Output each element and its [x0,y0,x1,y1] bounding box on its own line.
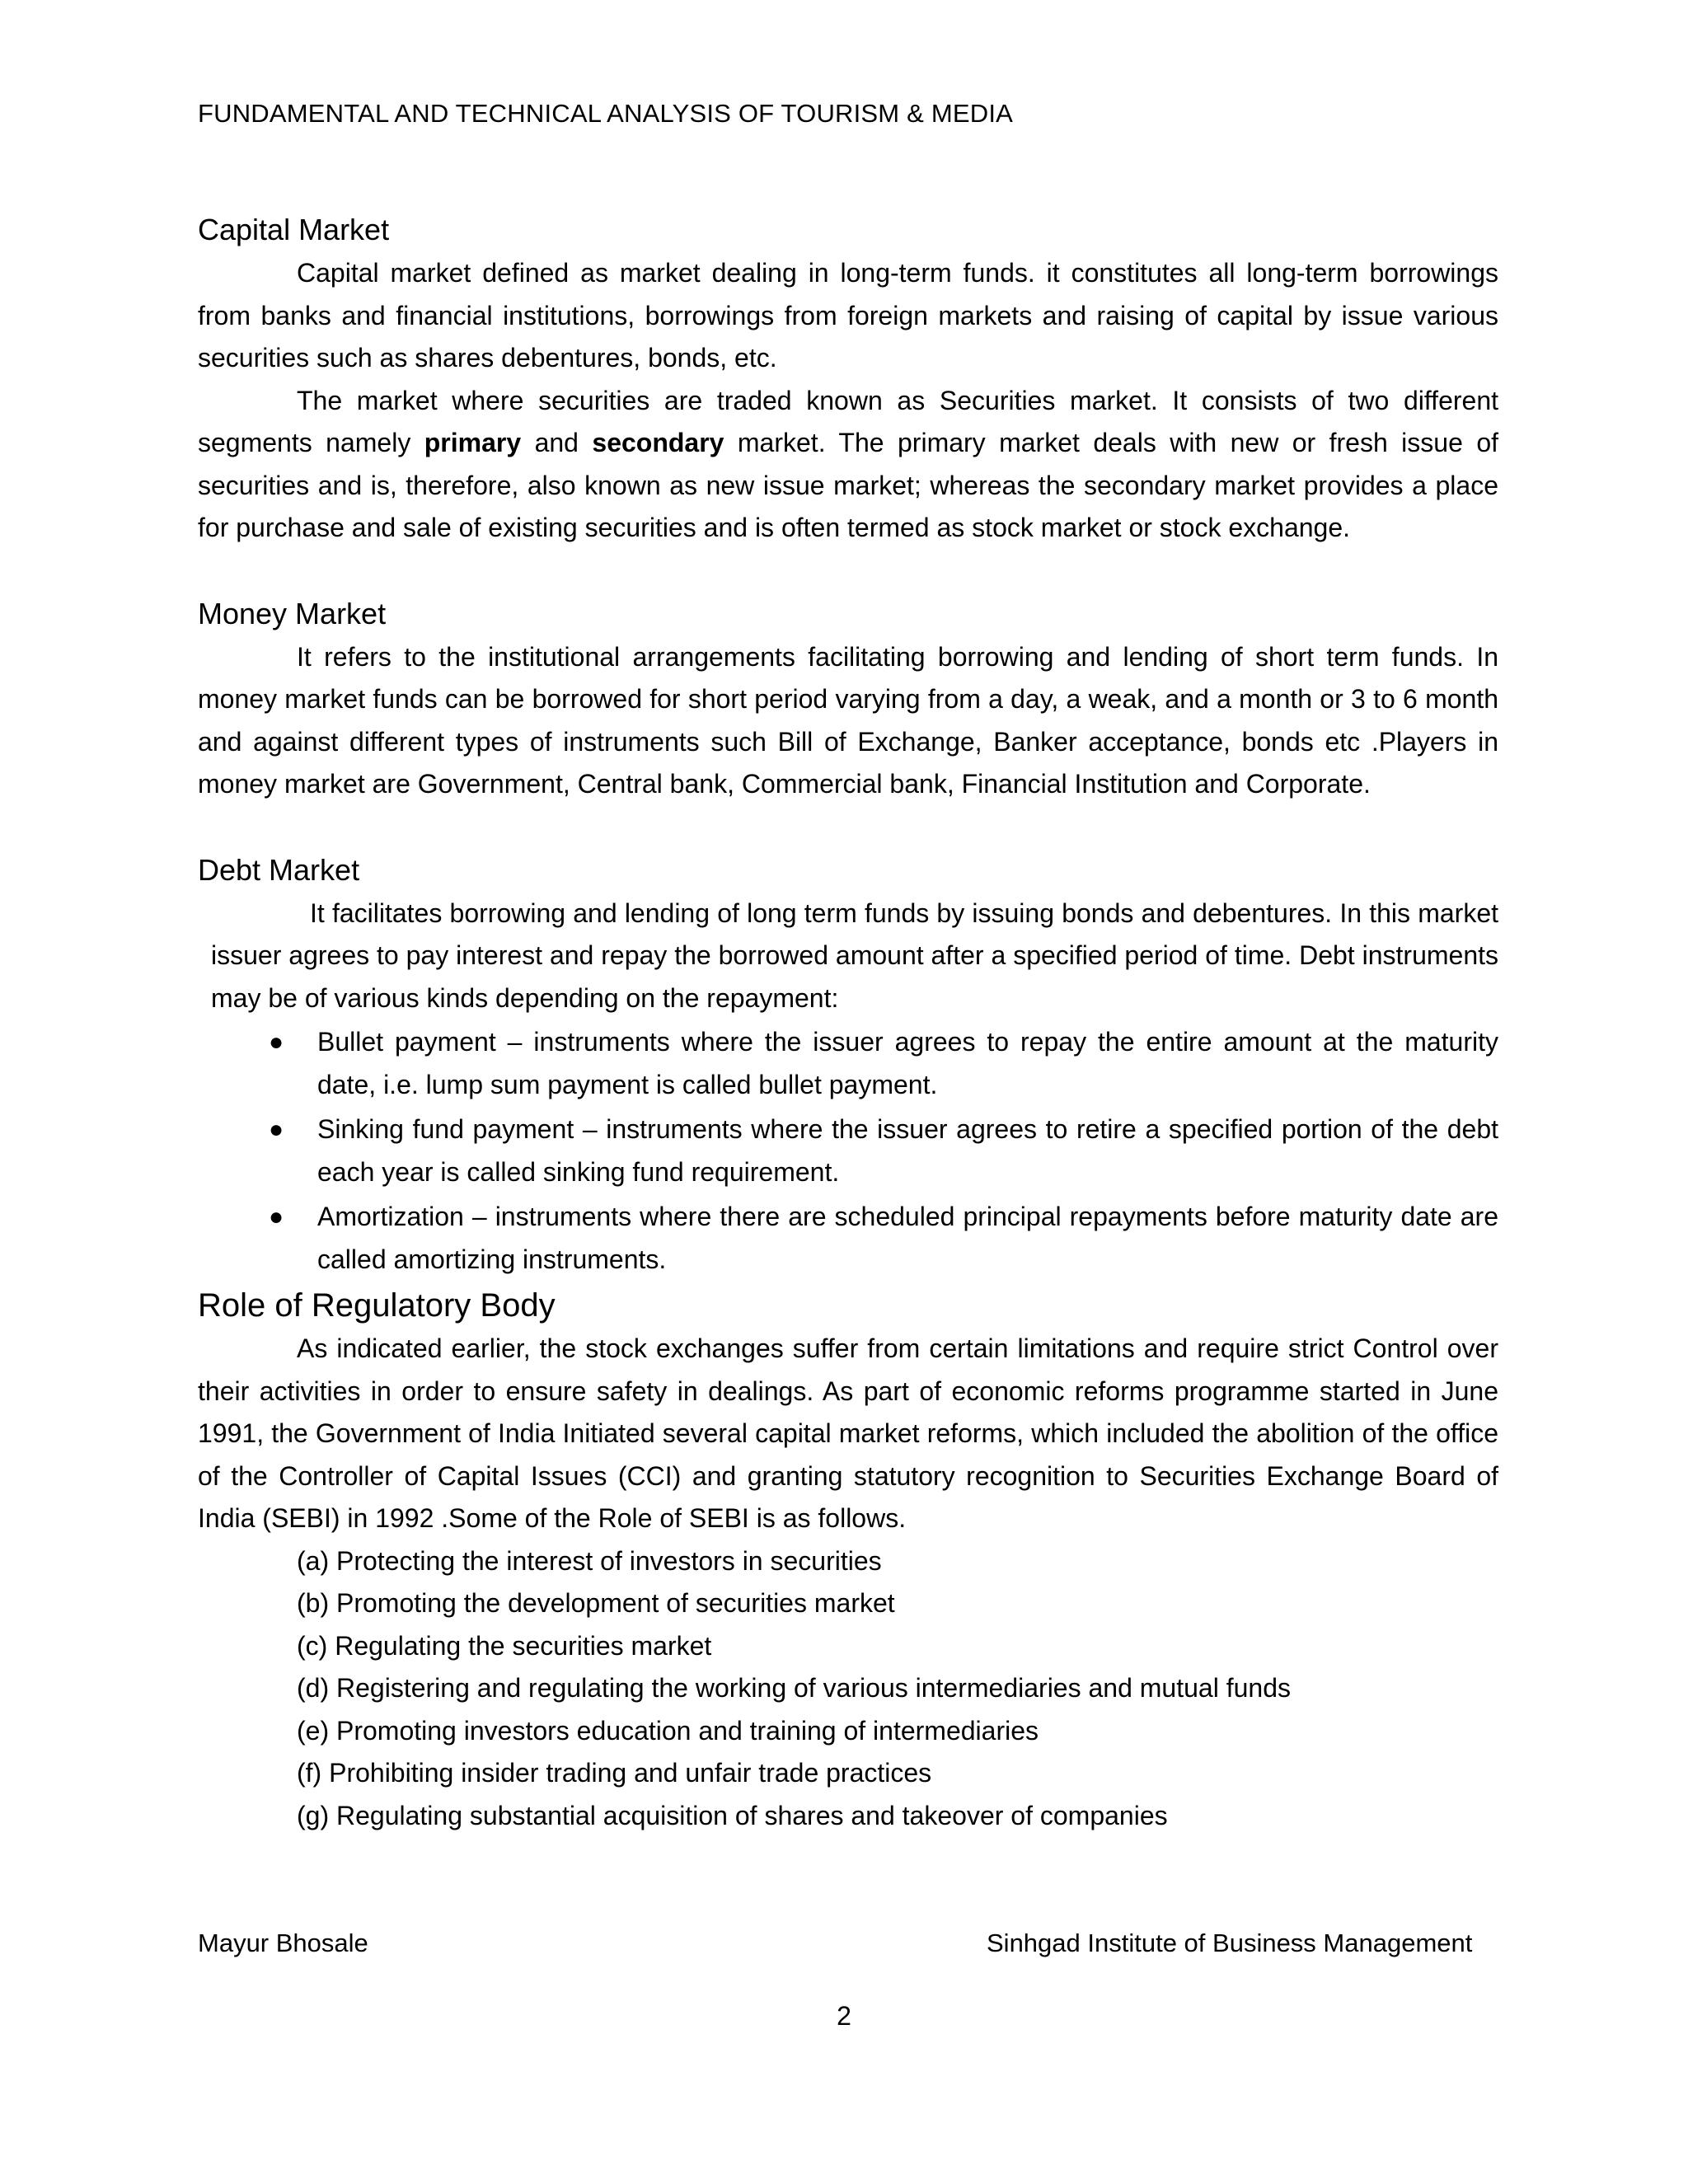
money-market-paragraph: It refers to the institutional arrangements facilitating borrowing and lending of short term funds. In money market funds can be borrowed for short period varying from a day, a weak, and a month or 3 to 6 month and against different types of instruments such Bill of Exchange, Banker acceptance, bonds etc .Players in money market are Government, Central bank, Commercial bank, Financial Institution and Corporate. [198,641,1498,799]
list-item: (d) Registering and regulating the working of various intermediaries and mutual funds [297,1673,1291,1703]
list-item: (a) Protecting the interest of investors in securities [297,1545,882,1576]
page-number: 2 [837,2001,851,2031]
list-item-text: Sinking fund payment – instruments where the issuer agrees to retire a specified portion of the debt each year is called sinking fund requirement. [317,1114,1498,1187]
capital-market-heading: Capital Market [198,213,390,246]
text-run: The market where securities are traded known as Securities market. It consists of two different segments namely [198,385,1498,457]
money-market-section [198,592,1498,806]
spacer [198,806,1498,848]
footer-author: Mayur Bhosale [198,1929,368,1957]
text-run: market. The primary market deals with new or fresh issue of securities and is, therefore, also known as new issue market; whereas the secondary market provides a place for purchase and sale of existing securities and is often termed as stock market or stock exchange. [198,428,1499,542]
debt-market-section [198,848,1498,1282]
list-item: (g) Regulating substantial acquisition of shares and takeover of companies [297,1800,1168,1830]
capital-market-paragraph-1: Capital market defined as market dealing in long-term funds. it constitutes all long-term borrowings from banks and financial institutions, borrowings from foreign markets and raising of capital by issue various securities such as shares debentures, bonds, etc. [198,258,1498,373]
list-item-text: Amortization – instruments where there are scheduled principal repayments before maturity date are called amortizing instruments. [317,1202,1498,1274]
list-item [198,1021,1498,1106]
spacer [198,550,1498,592]
text-run: and [521,428,593,457]
sebi-roles-list [198,1540,1498,1838]
bullet-icon: ● [269,1116,284,1143]
term-secondary: secondary [592,428,724,457]
bullet-icon: ● [269,1203,284,1230]
list-item: (e) Promoting investors education and training of intermediaries [297,1715,1039,1746]
term-primary: primary [424,428,522,457]
footer-institute: Sinhgad Institute of Business Management [987,1929,1473,1957]
list-item [198,1108,1498,1193]
debt-market-heading: Debt Market [198,852,360,887]
regulatory-body-heading: Role of Regulatory Body [198,1287,556,1324]
regulatory-body-paragraph: As indicated earlier, the stock exchanges suffer from certain limitations and require strict Control over their activities in order to ensure safety in dealings. As part of economic reforms programme started in June 1991, the Government of India Initiated several capital market reforms, which included the abolition of the office of the Controller of Capital Issues (CCI) and granting statutory recognition to Securities Exchange Board of India (SEBI) in 1992 .Some of the Role of SEBI is as follows. [198,1333,1498,1533]
repayment-types-list [198,1021,1498,1281]
money-market-heading: Money Market [198,596,387,630]
list-item: (f) Prohibiting insider trading and unfair trade practices [297,1758,932,1788]
page-body [198,208,1498,1837]
list-item-text: Bullet payment – instruments where the issuer agrees to repay the entire amount at the maturity date, i.e. lump sum payment is called bullet payment. [317,1027,1498,1099]
bullet-icon: ● [269,1029,284,1056]
regulatory-body-section [198,1283,1498,1837]
list-item [198,1196,1498,1281]
capital-market-section [198,208,1498,550]
list-item: (c) Regulating the securities market [297,1630,712,1661]
capital-market-paragraph-2 [198,380,1498,550]
running-header: FUNDAMENTAL AND TECHNICAL ANALYSIS OF TOURISM & MEDIA [198,99,1014,128]
list-item: (b) Promoting the development of securities market [297,1588,895,1618]
debt-market-paragraph: It facilitates borrowing and lending of long term funds by issuing bonds and debentures. In this market issuer agrees to pay interest and repay the borrowed amount after a specified period of time. Debt instruments may be of various kinds depending on the repayment: [211,898,1498,1013]
